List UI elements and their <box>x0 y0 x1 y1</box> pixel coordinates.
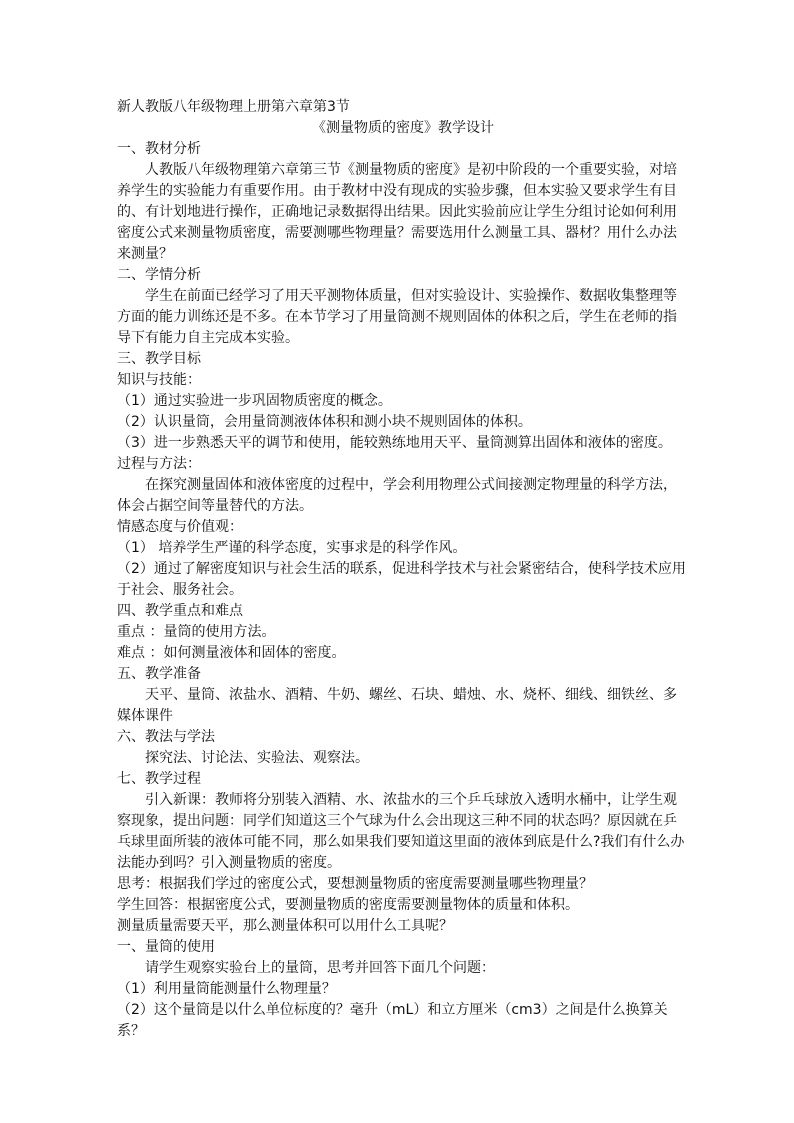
section-heading-textbook-analysis: 一、教材分析 <box>117 141 201 157</box>
paragraph-student-analysis: 学生在前面已经学习了用天平测物体质量，但对实验设计、实验操作、数据收集整理等方面的能力训练还是不多。在本节学习了用量筒测不规则固体的体积之后，学生在老师的指导下有能力自主完成本实验。 <box>117 288 677 346</box>
label-knowledge-skills: 知识与技能： <box>117 372 201 388</box>
emotion-item-2: （2）通过了解密度知识与社会生活的联系，促进科学技术与社会紧密结合，使科学技术应用于社会、服务社会。 <box>117 561 686 598</box>
label-emotion-values: 情感态度与价值观： <box>117 519 243 535</box>
paragraph-textbook-analysis: 人教版八年级物理第六章第三节《测量物质的密度》是初中阶段的一个重要实验，对培养学生的实验能力有重要作用。由于教材中没有现成的实验步骤，但本实验又要求学生有目的、有计划地进行操作，正确地记录数据得出结果。因此实验前应让学生分组讨论如何利用密度公式来测量物质密度，需要测哪些物理量？需要选用什么测量工具、器材？用什么办法来测量？ <box>117 162 677 262</box>
think-question: 思考：根据我们学过的密度公式，要想测量物质的密度需要测量哪些物理量？ <box>117 876 593 892</box>
section-heading-student-analysis: 二、学情分析 <box>117 267 201 283</box>
label-process-methods: 过程与方法： <box>117 456 201 472</box>
section-heading-preparation: 五、教学准备 <box>117 666 201 682</box>
paragraph-cylinder-observe: 请学生观察实验台上的量筒，思考并回答下面几个问题： <box>145 960 495 976</box>
section-heading-process: 七、教学过程 <box>117 771 201 787</box>
student-answer: 学生回答：根据密度公式，要测量物质的密度需要测量物体的质量和体积。 <box>117 897 579 913</box>
section-heading-methods: 六、教法与学法 <box>117 729 215 745</box>
cylinder-question-1: （1）利用量筒能测量什么物理量？ <box>117 981 336 997</box>
goal-item-1: （1）通过实验进一步巩固物质密度的概念。 <box>117 393 392 409</box>
goal-item-3: （3）进一步熟悉天平的调节和使用，能较熟练地用天平、量筒测算出固体和液体的密度。 <box>117 435 672 451</box>
goal-item-2: （2）认识量筒，会用量筒测液体体积和测小块不规则固体的体积。 <box>117 414 532 430</box>
difficult-point: 难点 ：如何测量液体和固体的密度。 <box>117 645 346 661</box>
document-title: 《测量物质的密度》教学设计 <box>312 120 494 136</box>
volume-question: 测量质量需要天平，那么测量体积可以用什么工具呢？ <box>117 918 453 934</box>
paragraph-preparation: 天平、量筒、浓盐水、酒精、牛奶、螺丝、石块、蜡烛、水、烧杯、细线、细铁丝、多媒体课件 <box>117 687 677 724</box>
header-line: 新人教版八年级物理上册第六章第3节 <box>117 99 350 115</box>
emotion-item-1: （1） 培养学生严谨的科学态度，实事求是的科学作风。 <box>117 540 467 556</box>
key-point: 重点 ：量筒的使用方法。 <box>117 624 276 640</box>
cylinder-question-2: （2）这个量筒是以什么单位标度的？毫升（mL）和立方厘米（cm3）之间是什么换算关系？ <box>117 1002 668 1039</box>
paragraph-process-methods: 在探究测量固体和液体密度的过程中，学会利用物理公式间接测定物理量的科学方法，体会占据空间等量替代的方法。 <box>117 477 677 514</box>
paragraph-methods: 探究法、讨论法、实验法、观察法。 <box>145 750 369 766</box>
paragraph-introduction: 引入新课：教师将分别装入酒精、水、浓盐水的三个乒乓球放入透明水桶中，让学生观察现象，提出问题：同学们知道这三个气球为什么会出现这三种不同的状态吗？原因就在乒乓球里面所装的液体可能不同，那么如果我们要知道这里面的液体到底是什么?我们有什么办法能办到吗？引入测量物质的密度。 <box>117 792 685 871</box>
document-page <box>117 97 689 1042</box>
section-heading-teaching-goals: 三、教学目标 <box>117 351 201 367</box>
subsection-heading-cylinder: 一、量筒的使用 <box>117 939 215 955</box>
section-heading-key-difficult: 四、教学重点和难点 <box>117 603 243 619</box>
